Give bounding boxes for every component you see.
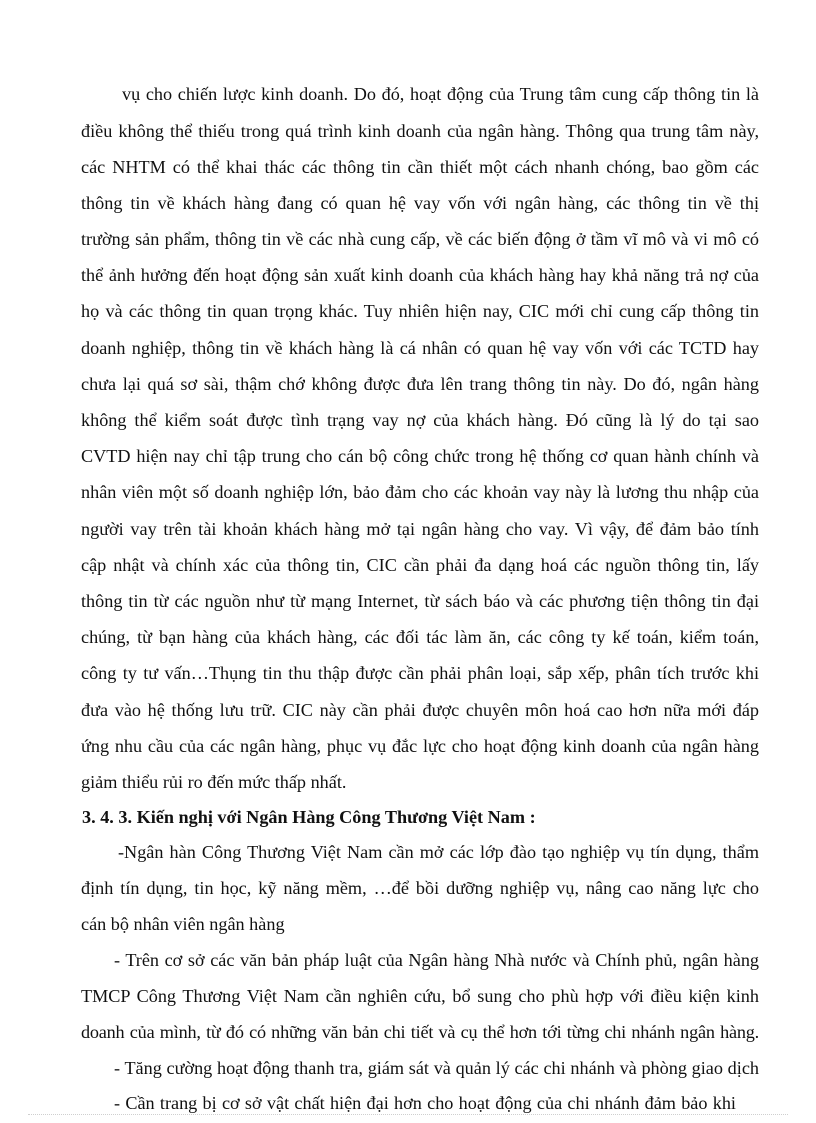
paragraph-line: trường sản phẩm, thông tin về các nhà cung cấp, về các biến động ở tầm vĩ mô và vi mô có — [81, 229, 759, 249]
paragraph-line: TMCP Công Thương Việt Nam cần nghiên cứu, bổ sung cho phù hợp với điều kiện kinh — [81, 986, 759, 1006]
paragraph-line: - Tăng cường hoạt động thanh tra, giám sát và quản lý các chi nhánh và phòng giao dịch — [114, 1058, 759, 1078]
paragraph-line: ứng nhu cầu của các ngân hàng, phục vụ đắc lực cho hoạt động kinh doanh của ngân hàng — [81, 736, 759, 756]
paragraph-line: định tín dụng, tin học, kỹ năng mềm, …để bồi dưỡng nghiệp vụ, nâng cao năng lực cho — [81, 878, 759, 898]
paragraph-line: họ và các thông tin quan trọng khác. Tuy nhiên hiện nay, CIC mới chỉ cung cấp thông tin — [81, 301, 759, 321]
paragraph-line: -Ngân hàn Công Thương Việt Nam cần mở các lớp đào tạo nghiệp vụ tín dụng, thẩm — [118, 842, 759, 862]
paragraph-line: cập nhật và chính xác của thông tin, CIC cần phải đa dạng hoá các nguồn thông tin, lấy — [81, 555, 759, 575]
paragraph-line: cán bộ nhân viên ngân hàng — [81, 914, 285, 934]
paragraph-line: thể ảnh hưởng đến hoạt động sản xuất kinh doanh của khách hàng hay khả năng trả nợ của — [81, 265, 759, 285]
paragraph-line: giảm thiểu rủi ro đến mức thấp nhất. — [81, 772, 347, 792]
page-bottom-divider — [28, 1114, 788, 1115]
paragraph-line: điều không thể thiếu trong quá trình kinh doanh của ngân hàng. Thông qua trung tâm này, — [81, 121, 759, 141]
paragraph-line: công ty tư vấn…Thụng tin thu thập được cần phải phân loại, sắp xếp, phân tích trước khi — [81, 663, 759, 683]
paragraph-line: thông tin về khách hàng đang có quan hệ vay vốn với ngân hàng, các thông tin về thị — [81, 193, 759, 213]
paragraph-line: chúng, từ bạn hàng của khách hàng, các đối tác làm ăn, các công ty kế toán, kiểm toán, — [81, 627, 759, 647]
paragraph-line: CVTD hiện nay chỉ tập trung cho cán bộ công chức trong hệ thống cơ quan hành chính và — [81, 446, 759, 466]
paragraph-line: - Cần trang bị cơ sở vật chất hiện đại hơn cho hoạt động của chi nhánh đảm bảo khi — [114, 1093, 736, 1113]
paragraph-line: thông tin từ các nguồn như từ mạng Internet, từ sách báo và các phương tiện thông tin đại — [81, 591, 759, 611]
paragraph-line: người vay trên tài khoản khách hàng mở tại ngân hàng cho vay. Vì vậy, để đảm bảo tính — [81, 519, 759, 539]
paragraph-line: chưa lại quá sơ sài, thậm chớ không được đưa lên trang thông tin này. Do đó, ngân hàng — [81, 374, 759, 394]
paragraph-line: đưa vào hệ thống lưu trữ. CIC này cần phải được chuyên môn hoá cao hơn nữa mới đáp — [81, 700, 759, 720]
paragraph-line: - Trên cơ sở các văn bản pháp luật của Ngân hàng Nhà nước và Chính phủ, ngân hàng — [114, 950, 759, 970]
paragraph-line: nhân viên một số doanh nghiệp lớn, bảo đảm cho các khoản vay này là lương thu nhập của — [81, 482, 759, 502]
paragraph-line: doanh nghiệp, thông tin về khách hàng là cá nhân có quan hệ vay vốn với các TCTD hay — [81, 338, 759, 358]
section-heading: 3. 4. 3. Kiến nghị với Ngân Hàng Công Thương Việt Nam : — [82, 807, 536, 827]
paragraph-line: các NHTM có thể khai thác các thông tin cần thiết một cách nhanh chóng, bao gồm các — [81, 157, 759, 177]
paragraph-line: doanh của mình, từ đó có những văn bản chi tiết và cụ thể hơn tới từng chi nhánh ngân hàng. — [81, 1022, 759, 1042]
paragraph-line: không thể kiểm soát được tình trạng vay nợ của khách hàng. Đó cũng là lý do tại sao — [81, 410, 759, 430]
paragraph-line: vụ cho chiến lược kinh doanh. Do đó, hoạt động của Trung tâm cung cấp thông tin là — [122, 84, 759, 104]
